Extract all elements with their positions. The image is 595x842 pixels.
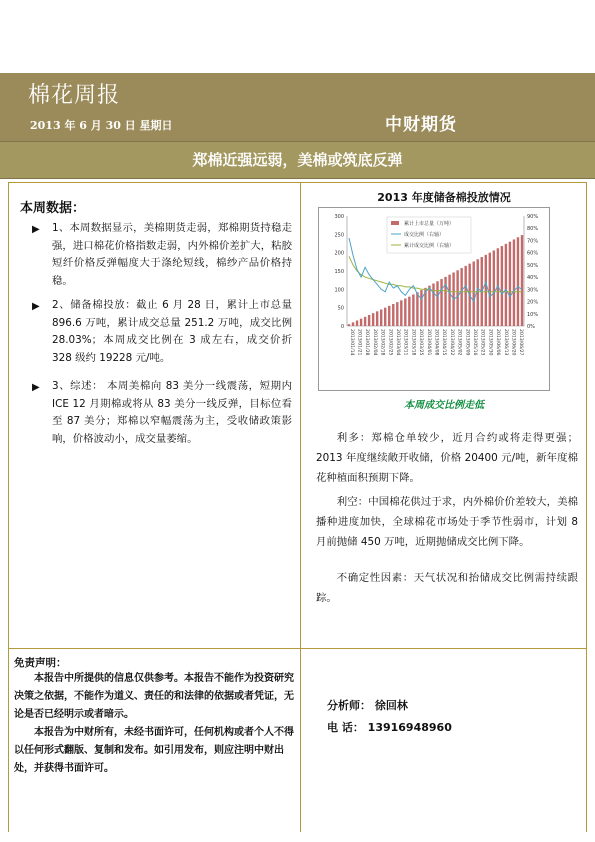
chart-y-left-tick: 300 xyxy=(334,214,344,220)
analyst-name: 分析师： 徐回林 xyxy=(327,699,408,712)
chart-bar xyxy=(388,306,390,326)
chart-y-right-tick: 70% xyxy=(527,238,539,245)
chart-bar xyxy=(364,317,366,326)
report-date: 2013 年 6 月 30 日 星期日 xyxy=(30,119,173,132)
bearish-factors: 利空：中国棉花供过于求，内外棉价价差较大，美棉播种进度加快，全球棉花市场处于季节性弱市，计划 8 月前抛储 450 万吨，近期抛储成交比例下降。 xyxy=(316,496,578,548)
chart-bar xyxy=(509,242,511,326)
chart-bar xyxy=(505,244,507,326)
chart-legend-label: 成交比例（右轴） xyxy=(404,232,445,238)
frame-right-line xyxy=(586,182,587,832)
report-title: 棉花周报 xyxy=(28,83,121,108)
chart-legend-swatch xyxy=(391,221,399,225)
chart-svg xyxy=(319,208,549,390)
chart-bar xyxy=(408,297,410,326)
frame-top-line xyxy=(8,182,587,183)
chart-bar xyxy=(404,299,406,327)
chart-panel xyxy=(318,207,550,391)
chart-bar xyxy=(473,261,475,326)
chart-x-tick: 2013/04/08 xyxy=(433,329,439,356)
chart-x-tick: 2013/04/22 xyxy=(448,329,454,356)
chart-y-left-tick: 150 xyxy=(334,269,344,275)
chart-legend-label: 累计上市总量（万吨） xyxy=(404,221,455,227)
chart-y-right-tick: 60% xyxy=(527,250,539,257)
chart-x-tick: 2013/06/06 xyxy=(495,329,501,356)
chart-y-left-tick: 50 xyxy=(337,305,344,312)
chart-bar xyxy=(348,324,350,326)
footer-divider xyxy=(300,648,301,832)
chart-caption: 本周成交比例走低 xyxy=(404,400,484,411)
disclaimer-paragraph: 本报告为中财所有，未经书面许可，任何机构或者个人不得以任何形式翻版、复制和发布。如引用发布，则应注明中财出处，并获得书面许可。 xyxy=(14,727,294,774)
chart-bar xyxy=(448,275,450,326)
chart-x-tick: 2013/05/30 xyxy=(487,329,493,356)
chart-bar xyxy=(460,268,462,326)
chart-bar xyxy=(456,270,458,326)
chart-bar xyxy=(360,319,362,326)
chart-x-tick: 2013/06/20 xyxy=(510,329,516,356)
weekly-heading: 本周数据： xyxy=(20,201,86,216)
chart-x-tick: 2013/04/15 xyxy=(441,329,447,356)
chart-bar xyxy=(392,304,394,326)
chart-y-left-tick: 0 xyxy=(340,324,344,330)
chart-legend-label: 累计成交比例（右轴） xyxy=(404,243,455,249)
chart-x-tick: 2013/04/01 xyxy=(425,329,431,356)
chart-bar xyxy=(464,266,466,326)
chart-bar xyxy=(400,300,402,326)
chart-y-right-tick: 10% xyxy=(527,311,539,318)
chart-x-tick: 2013/06/27 xyxy=(518,329,524,356)
report-subtitle: 郑棉近强远弱，美棉或筑底反弹 xyxy=(192,151,403,169)
chart-y-left-tick: 100 xyxy=(334,287,344,294)
bullish-factors: 利多：郑棉仓单较少，近月合约或将走得更强；2013 年度继续敞开收储，价格 20400 元/吨，新年度棉花种植面积预期下降。 xyxy=(316,432,578,484)
chart-x-tick: 2013/03/25 xyxy=(418,329,424,356)
chart-y-right-tick: 30% xyxy=(527,287,539,294)
bullet-icon: ▶ xyxy=(32,301,40,312)
chart-bar xyxy=(501,246,503,326)
disclaimer-heading: 免责声明： xyxy=(14,657,67,669)
chart-x-tick: 2013/05/02 xyxy=(456,329,462,356)
disclaimer-paragraph: 本报告中所提供的信息仅供参考。本报告不能作为投资研究决策之依据，不能作为道义、责任的和法律的依据或者凭证，无论是否已经明示或者暗示。 xyxy=(14,673,294,720)
chart-y-right-tick: 80% xyxy=(527,226,539,233)
uncertainty-factors: 不确定性因素：天气状况和抬储成交比例需持续跟踪。 xyxy=(316,572,578,604)
chart-x-tick: 2013/01/28 xyxy=(364,329,370,356)
chart-x-tick: 2013/03/11 xyxy=(402,329,408,356)
section-divider xyxy=(8,648,587,649)
bullet-icon: ▶ xyxy=(32,224,40,235)
company-name: 中财期货 xyxy=(385,115,457,135)
chart-y-right-tick: 50% xyxy=(527,262,539,269)
chart-bar xyxy=(513,239,515,326)
chart-x-tick: 2013/05/16 xyxy=(471,329,477,356)
weekly-item: 1、本周数据显示，美棉期货走弱，郑棉期货持稳走强，进口棉花价格指数走弱，内外棉价差扩大，粘胶短纤价格反弹幅度大于涤纶短线，棉纱产品价格持稳。 xyxy=(52,222,292,287)
chart-x-tick: 2013/01/14 xyxy=(348,329,354,356)
chart-bar xyxy=(420,290,422,326)
chart-y-left-tick: 200 xyxy=(334,250,344,257)
weekly-item: 3、综述： 本周美棉向 83 美分一线震荡，短期内 ICE 12 月期棉或将从 83 美分一线反弹，目标位看至 87 美分；郑棉以窄幅震荡为主，受收储政策影响，价格波动小，成交量萎缩。 xyxy=(52,380,292,445)
chart-bar xyxy=(517,237,519,326)
chart-bar xyxy=(416,292,418,326)
chart-y-right-tick: 20% xyxy=(527,299,539,306)
chart-x-tick: 2013/03/04 xyxy=(395,329,401,356)
chart-bar xyxy=(396,302,398,326)
chart-x-tick: 2013/01/21 xyxy=(356,329,362,356)
chart-bar xyxy=(352,322,354,326)
chart-bar xyxy=(376,311,378,326)
chart-bar xyxy=(368,315,370,326)
column-divider xyxy=(300,182,301,648)
chart-x-tick: 2013/05/09 xyxy=(464,329,470,356)
chart-bar xyxy=(356,321,358,327)
chart-bar xyxy=(380,310,382,327)
chart-bar xyxy=(436,281,438,326)
bullet-icon: ▶ xyxy=(32,382,40,393)
chart-x-tick: 2013/06/13 xyxy=(502,329,508,356)
chart-x-tick: 2013/02/25 xyxy=(387,329,393,356)
chart-y-right-tick: 0% xyxy=(527,324,535,330)
chart-bar xyxy=(440,279,442,326)
chart-bar xyxy=(412,294,414,326)
chart-y-left-tick: 250 xyxy=(334,232,344,239)
chart-y-right-tick: 40% xyxy=(527,275,539,282)
chart-series-line xyxy=(349,256,522,292)
chart-bar xyxy=(428,286,430,326)
chart-x-tick: 2013/02/18 xyxy=(379,329,385,356)
chart-x-tick: 2013/05/23 xyxy=(479,329,485,356)
frame-left-line xyxy=(8,182,9,832)
chart-bar xyxy=(372,313,374,326)
chart-bar xyxy=(521,235,523,326)
chart-bar xyxy=(489,253,491,326)
chart-x-tick: 2013/02/04 xyxy=(371,329,377,356)
chart-title: 2013 年度储备棉投放情况 xyxy=(377,191,511,204)
chart-bar xyxy=(384,308,386,326)
weekly-item: 2、储备棉投放：截止 6 月 28 日，累计上市总量 896.6 万吨，累计成交总量 251.2 万吨，成交比例 28.03%；本周成交比例在 3 成左右，成交价折 328 级约 19228 元/吨。 xyxy=(52,299,292,364)
chart-bar xyxy=(493,250,495,326)
chart-y-right-tick: 90% xyxy=(527,214,539,220)
chart-bar xyxy=(485,255,487,326)
chart-x-tick: 2013/03/18 xyxy=(410,329,416,356)
analyst-phone: 电 话： 13916948960 xyxy=(327,721,452,734)
chart-bar xyxy=(477,259,479,326)
